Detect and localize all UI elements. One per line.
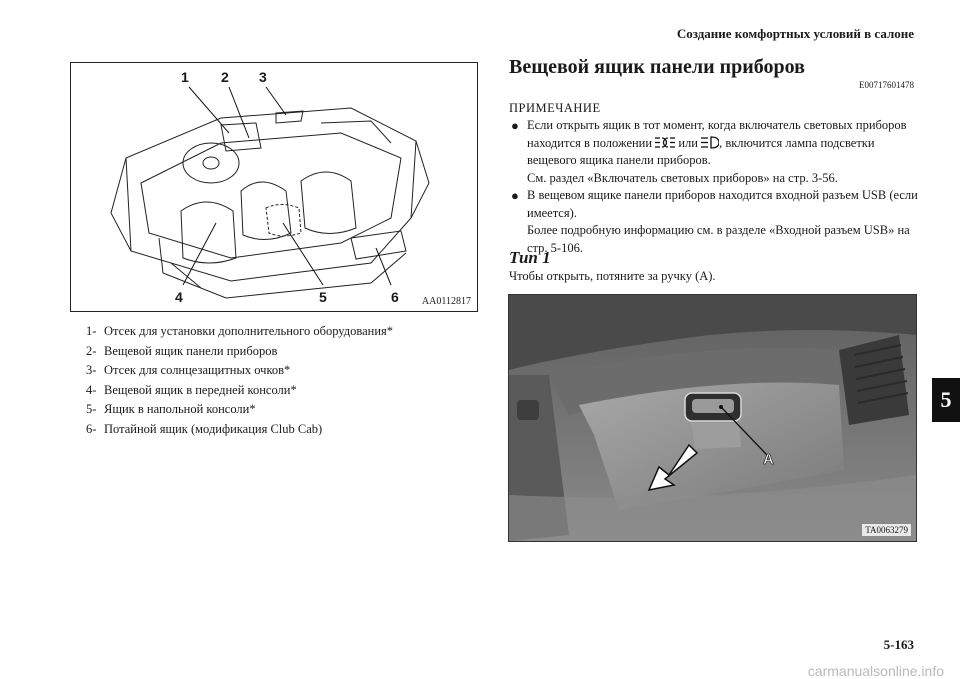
bullet2-ref: Более подробную информацию см. в разделе «Входной разъем USB» на стр. 5-106. [527,223,910,255]
callout-5: 5 [319,289,327,305]
bullet1-part1: Если открыть ящик в тот момент, когда включатель световых приборов находится в положении [527,118,907,150]
photo-label-a: A [763,451,774,468]
callout-2: 2 [221,69,229,85]
legend-text: Отсек для солнцезащитных очков* [104,363,291,377]
legend-text: Вещевой ящик в передней консоли* [104,382,297,397]
legend-text: Вещевой ящик панели приборов [104,343,278,358]
legend-item [86,361,393,381]
legend-list [86,322,393,439]
legend-num: 2- [86,343,97,358]
bullet1-part2: , включится лампа подсветки вещевого ящика панели приборов. [527,135,875,167]
bullet-dot-icon: ● [511,188,519,203]
parking-lights-icon [655,136,675,149]
note-label: ПРИМЕЧАНИЕ [509,101,601,115]
bullet1-ref: См. раздел «Включатель световых приборов» на стр. 3-56. [527,170,838,185]
callout-6: 6 [391,289,399,305]
watermark: carmanualsonline.info [807,663,944,679]
bullet2-text: В вещевом ящике панели приборов находится входной разъем USB (если имеется). [527,188,918,220]
callout-4: 4 [175,289,183,305]
section-title: Вещевой ящик панели приборов [509,56,805,78]
section-code: E00717601478 [859,80,914,90]
note-bullet [511,117,921,187]
page-number: 5-163 [883,637,914,652]
callout-3: 3 [259,69,267,85]
legend-item [86,381,393,401]
interior-figure [70,62,478,312]
type-title: Тип 1 [509,248,551,267]
glovebox-illustration [509,295,916,541]
legend-num: 5- [86,402,97,416]
glovebox-photo [508,294,917,542]
legend-item [86,322,393,342]
note-bullet [511,187,921,257]
figure-code: AA0112817 [421,296,471,307]
legend-text: Отсек для установки дополнительного оборудования* [104,324,394,338]
interior-illustration [71,63,477,311]
header-title: Создание комфортных условий в салоне [676,26,914,41]
note-bullets [511,117,921,257]
chapter-tab[interactable]: 5 [932,378,960,422]
legend-num: 3- [86,363,97,377]
legend-item [86,342,393,362]
legend-num: 1- [86,324,97,338]
legend-text: Потайной ящик (модификация Club Cab) [104,421,323,436]
legend-item [86,400,393,420]
legend-text: Ящик в напольной консоли* [104,402,256,416]
photo-code: TA0063279 [861,523,912,537]
type-text: Чтобы открыть, потяните за ручку (А). [509,269,716,283]
bullet-dot-icon: ● [511,118,519,133]
bullet1-or: или [678,135,698,150]
headlight-icon [701,136,719,149]
legend-item [86,420,393,440]
callout-1: 1 [181,69,189,85]
legend-num: 4- [86,382,97,397]
legend-num: 6- [86,421,97,436]
